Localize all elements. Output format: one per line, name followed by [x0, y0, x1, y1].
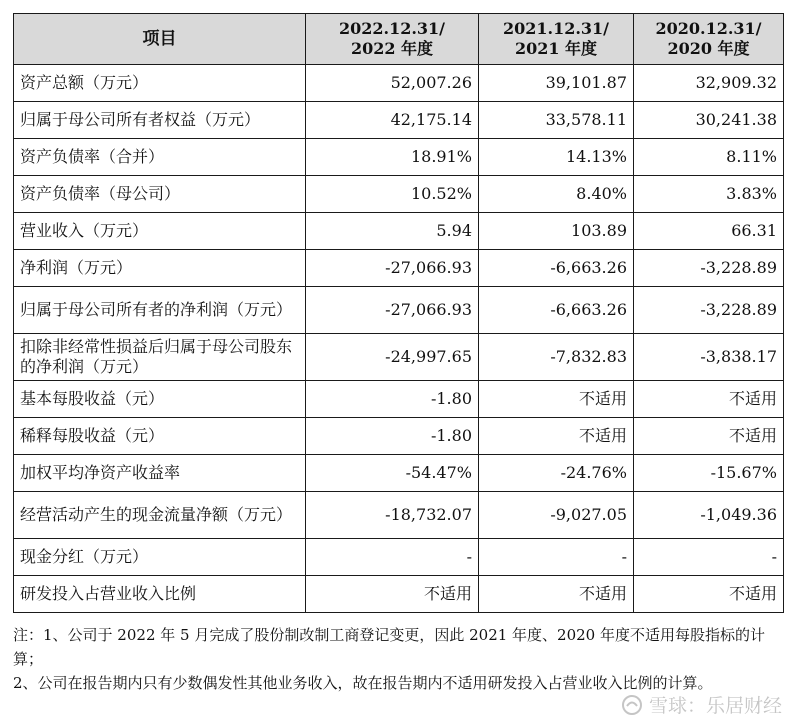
row-label: 归属于母公司所有者的净利润（万元）: [14, 287, 306, 334]
table-row: [14, 176, 784, 213]
snowball-logo-icon: [621, 694, 643, 716]
cell-2021: 不适用: [479, 418, 634, 455]
table-row: [14, 139, 784, 176]
table-row: [14, 381, 784, 418]
table-row: [14, 213, 784, 250]
cell-2020: 不适用: [634, 418, 784, 455]
row-label: 资产总额（万元）: [14, 65, 306, 102]
row-label: 经营活动产生的现金流量净额（万元）: [14, 492, 306, 539]
cell-2021: 103.89: [479, 213, 634, 250]
cell-2022: 42,175.14: [306, 102, 479, 139]
financial-summary-table: [13, 13, 784, 613]
cell-2021: -6,663.26: [479, 250, 634, 287]
header-2020: 2020.12.31/ 2020 年度: [634, 14, 784, 65]
table-row: [14, 539, 784, 576]
cell-2020: 不适用: [634, 576, 784, 613]
cell-2020: -1,049.36: [634, 492, 784, 539]
row-label: 扣除非经常性损益后归属于母公司股东的净利润（万元）: [14, 334, 306, 381]
cell-2020: -15.67%: [634, 455, 784, 492]
footnote-2: 2、公司在报告期内只有少数偶发性其他业务收入，故在报告期内不适用研发投入占营业收入比例的计算。: [13, 674, 713, 692]
cell-2021: 不适用: [479, 576, 634, 613]
table-row: [14, 418, 784, 455]
cell-2020: 8.11%: [634, 139, 784, 176]
row-label: 研发投入占营业收入比例: [14, 576, 306, 613]
cell-2020: 66.31: [634, 213, 784, 250]
cell-2021: 不适用: [479, 381, 634, 418]
watermark: [621, 691, 782, 718]
cell-2022: -1.80: [306, 418, 479, 455]
table-row: [14, 102, 784, 139]
cell-2022: 不适用: [306, 576, 479, 613]
row-label: 资产负债率（合并）: [14, 139, 306, 176]
cell-2020: -: [634, 539, 784, 576]
cell-2022: 18.91%: [306, 139, 479, 176]
cell-2020: 32,909.32: [634, 65, 784, 102]
watermark-text: 雪球：乐居财经: [648, 695, 782, 717]
cell-2021: -7,832.83: [479, 334, 634, 381]
table-row: [14, 334, 784, 381]
cell-2021: -24.76%: [479, 455, 634, 492]
table-footnotes: [13, 623, 783, 695]
row-label: 营业收入（万元）: [14, 213, 306, 250]
cell-2022: 5.94: [306, 213, 479, 250]
cell-2020: -3,228.89: [634, 287, 784, 334]
row-label: 归属于母公司所有者权益（万元）: [14, 102, 306, 139]
row-label: 稀释每股收益（元）: [14, 418, 306, 455]
table-row: [14, 65, 784, 102]
cell-2020: 3.83%: [634, 176, 784, 213]
cell-2020: 不适用: [634, 381, 784, 418]
cell-2020: -3,838.17: [634, 334, 784, 381]
cell-2022: 10.52%: [306, 176, 479, 213]
cell-2021: -9,027.05: [479, 492, 634, 539]
table-header-row: [14, 14, 784, 65]
cell-2021: -6,663.26: [479, 287, 634, 334]
cell-2020: -3,228.89: [634, 250, 784, 287]
cell-2021: 33,578.11: [479, 102, 634, 139]
header-2021: 2021.12.31/ 2021 年度: [479, 14, 634, 65]
cell-2022: -24,997.65: [306, 334, 479, 381]
row-label: 资产负债率（母公司）: [14, 176, 306, 213]
cell-2021: 8.40%: [479, 176, 634, 213]
financial-summary-table-container: [13, 13, 783, 613]
table-row: [14, 492, 784, 539]
cell-2022: -54.47%: [306, 455, 479, 492]
cell-2021: -: [479, 539, 634, 576]
row-label: 基本每股收益（元）: [14, 381, 306, 418]
table-row: [14, 250, 784, 287]
cell-2022: -27,066.93: [306, 250, 479, 287]
cell-2022: 52,007.26: [306, 65, 479, 102]
table-row: [14, 455, 784, 492]
header-item: 项目: [14, 14, 306, 65]
row-label: 加权平均净资产收益率: [14, 455, 306, 492]
cell-2022: -27,066.93: [306, 287, 479, 334]
cell-2021: 39,101.87: [479, 65, 634, 102]
cell-2022: -18,732.07: [306, 492, 479, 539]
cell-2022: -: [306, 539, 479, 576]
header-2022: 2022.12.31/ 2022 年度: [306, 14, 479, 65]
cell-2020: 30,241.38: [634, 102, 784, 139]
row-label: 净利润（万元）: [14, 250, 306, 287]
row-label: 现金分红（万元）: [14, 539, 306, 576]
cell-2022: -1.80: [306, 381, 479, 418]
table-row: [14, 576, 784, 613]
cell-2021: 14.13%: [479, 139, 634, 176]
table-row: [14, 287, 784, 334]
footnote-1: 注：1、公司于 2022 年 5 月完成了股份制改制工商登记变更，因此 2021 年度、2020 年度不适用每股指标的计算；: [13, 626, 765, 668]
